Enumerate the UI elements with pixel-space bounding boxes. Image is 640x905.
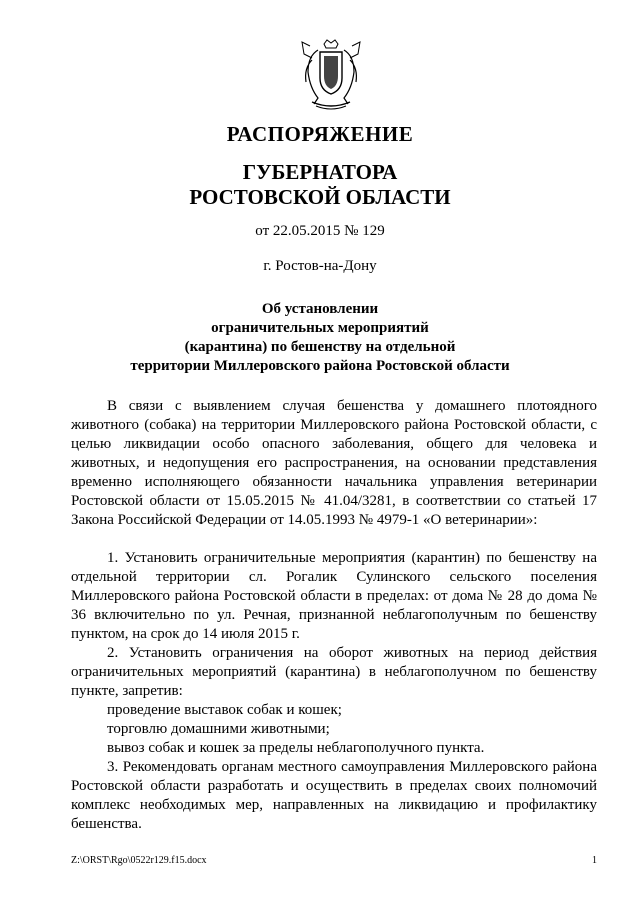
page-number: 1	[592, 855, 597, 866]
issuer-line: РОСТОВСКОЙ ОБЛАСТИ	[189, 185, 451, 209]
date-number: от 22.05.2015 № 129	[255, 223, 385, 239]
issuer-line: ГУБЕРНАТОРА	[242, 160, 398, 184]
item-2-bullet: торговлю домашними животными;	[107, 721, 330, 737]
subject-line: ограничительных мероприятий	[211, 320, 429, 336]
document-subject	[0, 300, 640, 376]
issuer-block	[0, 160, 640, 210]
subject-line: (карантина) по бешенству на отдельной	[184, 339, 456, 355]
document-body	[71, 397, 597, 834]
subject-line: территории Миллеровского района Ростовской области	[130, 358, 510, 374]
item-2-paragraph: 2. Установить ограничения на оборот животных на период действия ограничительных мероприятий (карантина) в неблагополучном по бешенству пункте, запретив:	[71, 645, 597, 699]
document-title: РАСПОРЯЖЕНИЕ	[226, 122, 414, 146]
item-1-paragraph: 1. Установить ограничительные мероприятия (карантин) по бешенству на отдельной территории сл. Рогалик Сулинского сельского поселения Миллеровского района Ростовской области в пределах: от дома № 28 до дома № 36 включительно по ул. Речная, признанной неблагополучным по бешенству пунктом, на срок до 14 июля 2015 г.	[71, 550, 597, 642]
item-2-bullet: вывоз собак и кошек за пределы неблагополучного пункта.	[107, 740, 485, 756]
city: г. Ростов-на-Дону	[263, 258, 377, 274]
preamble-paragraph: В связи с выявлением случая бешенства у домашнего плотоядного животного (собака) на территории Миллеровского района Ростовской области, с целью ликвидации особо опасного заболевания, общего для человека и животных, и недопущения его распространения, на основании представления временно исполняющего обязанности начальника управления ветеринарии Ростовской области от 15.05.2015 № 41.04/3281, в соответствии со статьей 17 Закона Российской Федерации от 14.05.1993 № 4979-1 «О ветеринарии»:	[71, 398, 597, 528]
subject-line: Об установлении	[261, 301, 379, 317]
coat-of-arms-emblem	[298, 38, 364, 112]
item-2-bullet: проведение выставок собак и кошек;	[107, 702, 342, 718]
item-3-paragraph: 3. Рекомендовать органам местного самоуправления Миллеровского района Ростовской области разработать и осуществить в пределах своих полномочий комплекс необходимых мер, направленных на ликвидацию и профилактику бешенства.	[71, 759, 597, 832]
footer-file-path: Z:\ORST\Rgo\0522r129.f15.docx	[71, 855, 207, 866]
